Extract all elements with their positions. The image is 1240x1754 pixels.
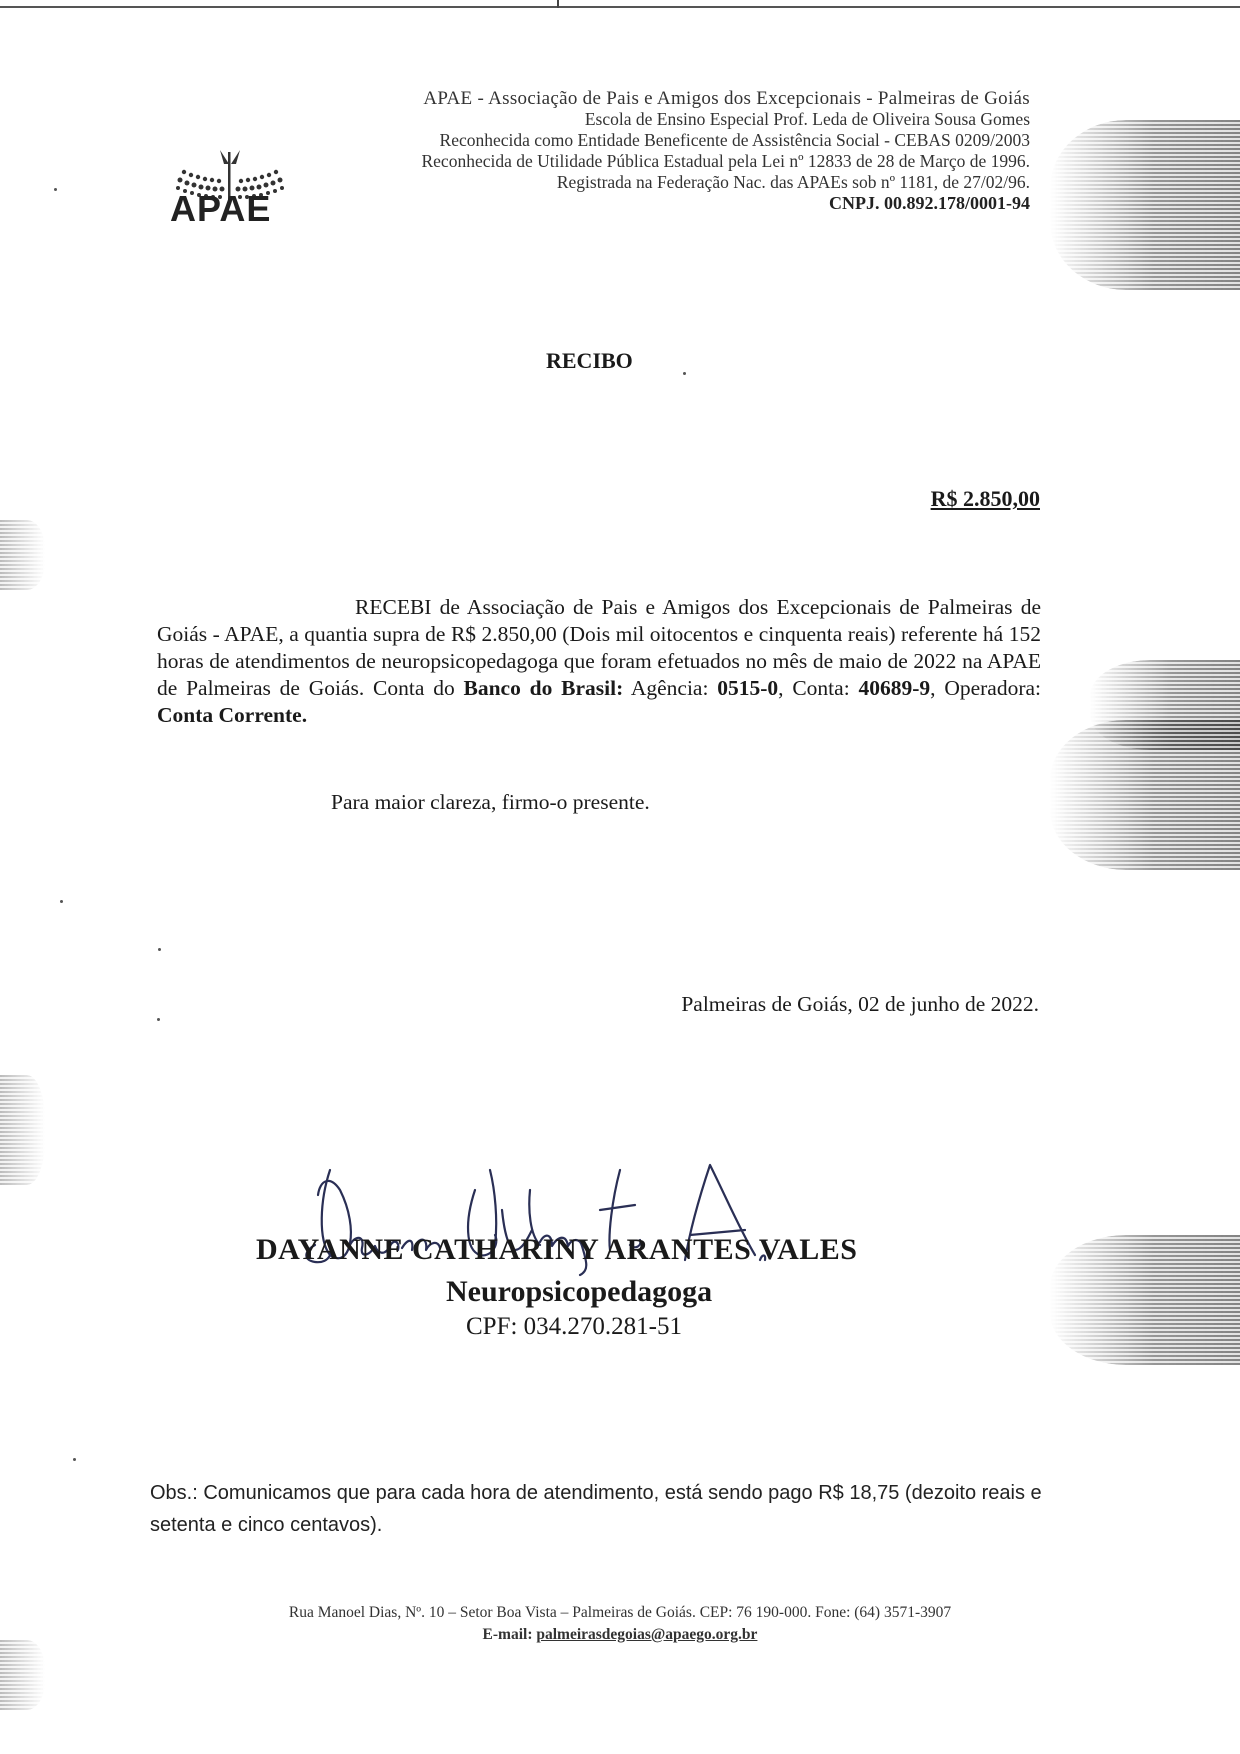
- receipt-body: [157, 594, 1041, 729]
- footer-email-line: [50, 1624, 1190, 1646]
- account-label: Conta:: [792, 676, 850, 700]
- bank-label: Banco do Brasil:: [463, 676, 624, 700]
- signatory-cpf: CPF: 034.270.281-51: [466, 1313, 683, 1340]
- place-and-date: Palmeiras de Goiás, 02 de junho de 2022.: [681, 992, 1039, 1016]
- federation-line: Registrada na Federação Nac. das APAEs sob nº 1181, de 27/02/96.: [556, 172, 1030, 192]
- observation-note: Obs.: Comunicamos que para cada hora de atendimento, está sendo pago R$ 18,75 (dezoito reais e setenta e cinco centavos).: [150, 1482, 1042, 1536]
- email-label: E-mail:: [482, 1626, 533, 1643]
- cebas-line: Reconhecida como Entidade Beneficente de Assistência Social - CEBAS 0209/2003: [439, 130, 1030, 150]
- scan-smudge: [1050, 1235, 1240, 1365]
- footer-address: Rua Manoel Dias, Nº. 10 – Setor Boa Vista – Palmeiras de Goiás. CEP: 76 190-000. Fone: (64) 3571-3907: [288, 1604, 952, 1621]
- scan-speck: [54, 188, 57, 191]
- receipt-amount: R$ 2.850,00: [930, 486, 1040, 511]
- account-number: 40689-9: [858, 676, 931, 700]
- org-name: APAE - Associação de Pais e Amigos dos Excepcionais - Palmeiras de Goiás: [423, 88, 1030, 109]
- scan-smudge: [1050, 720, 1240, 870]
- scan-speck: [73, 1458, 76, 1461]
- signature-block: [256, 1233, 936, 1340]
- letterhead: [421, 88, 1030, 214]
- footer: [0, 1602, 1190, 1646]
- scan-speck: [683, 372, 686, 375]
- scan-smudge: [0, 1075, 45, 1185]
- agency-number: 0515-0: [717, 676, 779, 700]
- scan-smudge: [1050, 120, 1240, 290]
- receipt-paragraph: RECEBI de Associação de Pais e Amigos dos Excepcionais de Palmeiras de Goiás - APAE, a quantia supra de R$ 2.850,00 (Dois mil oitocentos e cinquenta reais) referente há 152 horas de atendimentos de neuropsicopedagoga que foram efetuados no mês de maio de 2022 na APAE de Palmeiras de Goiás. Conta do Banco do Brasil: Agência: 0515-0, Conta: 40689-9, Operadora: Conta Corrente.: [157, 595, 1042, 727]
- document-title: RECIBO: [546, 348, 633, 373]
- public-utility-line: Reconhecida de Utilidade Pública Estadual pela Lei nº 12833 de 28 de Março de 1996.: [421, 151, 1030, 171]
- top-border-tick: [557, 0, 559, 8]
- agency-label: Agência:: [630, 676, 709, 700]
- receipt-text: RECEBI de Associação de Pais e Amigos dos Excepcionais de Palmeiras de Goiás - APAE, a quantia supra de R$ 2.850,00 (Dois mil oitocentos e cinquenta reais) referente há 152 horas de atendimentos de neuropsicopedagoga que foram efetuados no mês de maio de 2022 na APAE de Palmeiras de Goiás. Conta do: [157, 595, 1041, 700]
- scan-smudge: [0, 1640, 45, 1710]
- scan-speck: [60, 900, 63, 903]
- school-name: Escola de Ensino Especial Prof. Leda de Oliveira Sousa Gomes: [584, 109, 1030, 129]
- cnpj: CNPJ. 00.892.178/0001-94: [829, 193, 1030, 213]
- operator-value: Conta Corrente.: [157, 703, 308, 727]
- apae-logo-text: APAE: [170, 188, 272, 229]
- email-link[interactable]: palmeirasdegoias@apaego.org.br: [536, 1626, 758, 1643]
- scan-speck: [157, 1018, 160, 1021]
- operator-label: Operadora:: [944, 676, 1042, 700]
- top-border-line: [0, 6, 1240, 8]
- closing-statement: Para maior clareza, firmo-o presente.: [331, 790, 650, 814]
- signatory-name: DAYANNE CATHARINY ARANTES VALES: [256, 1233, 858, 1266]
- scan-smudge: [0, 520, 45, 590]
- scan-speck: [158, 948, 161, 951]
- signatory-role: Neuropsicopedagoga: [446, 1275, 713, 1308]
